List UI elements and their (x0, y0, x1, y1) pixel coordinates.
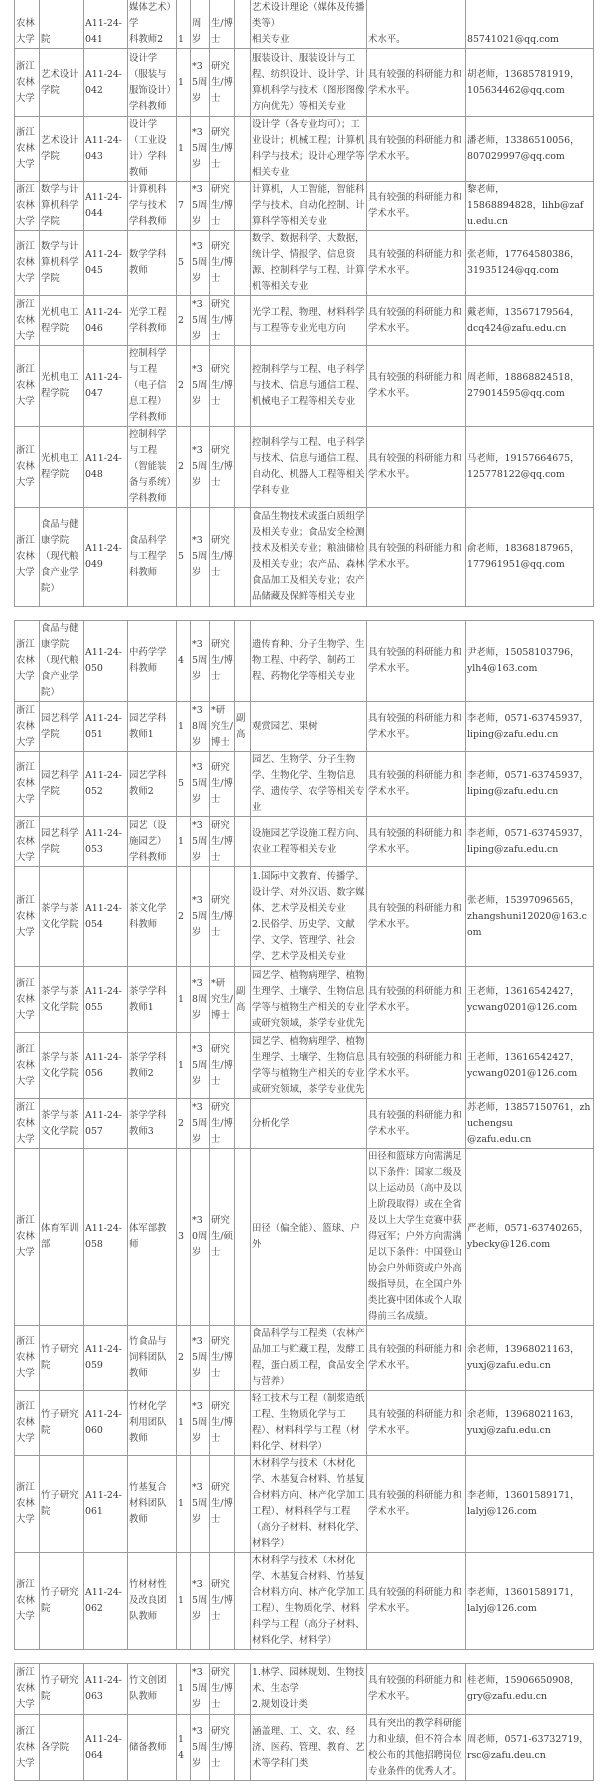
title-cell (235, 1099, 251, 1149)
contact-cell: 余老师，13968021163， yuxj@zafu.edu.cn (466, 1326, 594, 1391)
education-cell: 研究生/博士 (210, 817, 235, 867)
position-code-cell: A11-24-057 (84, 1099, 128, 1149)
position-code-cell: A11-24-051 (84, 702, 128, 752)
position-code-cell: A11-24-061 (84, 1456, 128, 1553)
headcount-cell: 1 (177, 1391, 191, 1456)
age-limit-cell: *35周岁 (191, 1033, 210, 1099)
position-code-cell: A11-24-042 (84, 49, 128, 117)
age-limit-cell: *35周岁 (191, 49, 210, 117)
position-name-cell: 茶文化学科教师 (128, 867, 177, 967)
position-name-cell: 竹材材性及改良团队教师 (128, 1553, 177, 1650)
major-cell: 涵盖理、工、文、农、经济、医药、管理、教育、艺术等学科门类 (251, 1715, 367, 1781)
employer-cell: 浙江农林大学 (15, 752, 40, 817)
college-cell: 数学与计算机科学学院 (40, 231, 84, 296)
position-code-cell: A11-24-044 (84, 182, 128, 231)
requirement-cell: 具有较强的科研能力和学术水平。 (367, 346, 466, 427)
table-row (15, 1664, 594, 1715)
major-cell: 分析化学 (251, 1099, 367, 1149)
college-cell: 茶学与茶文化学院 (40, 1099, 84, 1149)
college-cell: 光机电工程学院 (40, 427, 84, 508)
contact-cell: 俞老师，18368187965， 177961951@qq.com (466, 508, 594, 607)
contact-cell: 王老师，13616542427， ycwang0201@126.com (466, 967, 594, 1033)
employer-cell: 浙江农林大学 (15, 1456, 40, 1553)
college-cell: 体育军训部 (40, 1149, 84, 1326)
education-cell: 研究生/博士 (210, 1326, 235, 1391)
position-code-cell: A11-24-060 (84, 1391, 128, 1456)
position-code-cell: A11-24-063 (84, 1664, 128, 1715)
requirement-cell: 具有较强的科研能力和学术水平。 (367, 752, 466, 817)
position-name-cell: 光学工程学科教师 (128, 296, 177, 346)
headcount-cell: 1 (177, 702, 191, 752)
title-cell: 副高 (235, 702, 251, 752)
headcount-cell: 2 (177, 296, 191, 346)
table-row (15, 1715, 594, 1781)
contact-cell: 黎老师， 15868894828，lihb@zafu.edu.cn (466, 182, 594, 231)
position-code-cell: A11-24-064 (84, 1715, 128, 1781)
education-cell: 研究生/博士 (210, 1391, 235, 1456)
requirement-cell: 具有较强的科研能力和学术水平。 (367, 702, 466, 752)
requirement-cell: 具有较强的科研能力和学术水平。 (367, 621, 466, 702)
position-name-cell: 竹文创团队教师 (128, 1664, 177, 1715)
age-limit-cell: *35周岁 (191, 867, 210, 967)
title-cell (235, 182, 251, 231)
headcount-cell: 5 (177, 508, 191, 607)
age-limit-cell: *35周岁 (191, 1715, 210, 1781)
college-cell: 茶学与茶文化学院 (40, 967, 84, 1033)
title-cell (235, 1033, 251, 1099)
position-name-cell: 计算机科学与技术学科教师 (128, 182, 177, 231)
requirement-cell: 具有突出的教学科研能力和业绩，但不符合本校公布的其他招聘岗位专业条件的优秀人才。 (367, 1715, 466, 1781)
major-cell: 园艺、生物学、分子生物学、生物化学、生物信息学、遗传学、农学等相关专业 (251, 752, 367, 817)
headcount-cell: 1 (177, 1456, 191, 1553)
employer-cell: 浙江农林大学 (15, 117, 40, 182)
title-cell (235, 346, 251, 427)
education-cell: 研究生/硕士 (210, 1149, 235, 1326)
requirement-cell: 具有较强的科研能力和学术水平。 (367, 49, 466, 117)
education-cell: 研究生/博士 (210, 867, 235, 967)
position-name-cell: 茶学学科教师1 (128, 967, 177, 1033)
contact-cell: 尹老师，15058103796， ylh4@163.com (466, 621, 594, 702)
employer-cell: 浙江农林大学 (15, 1664, 40, 1715)
headcount-cell: 1 (177, 49, 191, 117)
employer-cell: 浙江农林大学 (15, 1099, 40, 1149)
requirement-cell: 具有较强的科研能力和学术水平。 (367, 1326, 466, 1391)
table-row (15, 1553, 594, 1650)
position-name-cell: 食品科学与工程学科教师 (128, 508, 177, 607)
headcount-cell: 2 (177, 427, 191, 508)
age-limit-cell: *35周岁 (191, 296, 210, 346)
position-name-cell: 数学学科教师 (128, 231, 177, 296)
headcount-cell: 5 (177, 231, 191, 296)
employer-cell: 浙江农林大学 (15, 1149, 40, 1326)
employer-cell: 浙江农林大学 (15, 1553, 40, 1650)
table-row (15, 346, 594, 427)
major-cell: 数学、数据科学、大数据，统计学、情报学、信息资源、控制科学与工程、计算机等相关专业 (251, 231, 367, 296)
position-name-cell: 中药学学科教师 (128, 621, 177, 702)
age-limit-cell: *35周岁 (191, 752, 210, 817)
education-cell: 研究生/博士 (210, 231, 235, 296)
employer-cell: 浙江农林大学 (15, 1033, 40, 1099)
requirement-cell: 具有较强的科研能力和学术水平。 (367, 1456, 466, 1553)
college-cell: 院 (40, 0, 84, 49)
headcount-cell: 14 (177, 1715, 191, 1781)
employer-cell: 浙江农林大学 (15, 427, 40, 508)
requirement-cell: 具有较强的科研能力和学术水平。 (367, 427, 466, 508)
contact-cell: 王老师，13616542427， ycwang0201@126.com (466, 1033, 594, 1099)
position-name-cell: 茶学学科教师2 (128, 1033, 177, 1099)
contact-cell: 周老师，18868824518， 279014595@qq.com (466, 346, 594, 427)
contact-cell: 李老师，13601589171， lalyj@126.com (466, 1553, 594, 1650)
table-row (15, 1099, 594, 1149)
requirement-cell: 具有较强的科研能力和学术水平。 (367, 182, 466, 231)
education-cell: 研究生/博士 (210, 508, 235, 607)
requirement-cell: 具有较强的科研能力和学术水平。 (367, 867, 466, 967)
position-code-cell: A11-24-059 (84, 1326, 128, 1391)
college-cell: 竹子研究院 (40, 1326, 84, 1391)
requirement-cell: 具有较强的科研能力和学术水平。 (367, 508, 466, 607)
employer-cell: 浙江农林大学 (15, 346, 40, 427)
requirement-cell: 具有较强的科研能力和学术水平。 (367, 1099, 466, 1149)
requirement-cell: 具有较强的科研能力和学术水平。 (367, 231, 466, 296)
position-code-cell: A11-24-053 (84, 817, 128, 867)
major-cell: 轻工技术与工程（制浆造纸工程、生物质化学与工程）、材料科学与工程（材料化学、材料学） (251, 1391, 367, 1456)
age-limit-cell: *35周岁 (191, 817, 210, 867)
major-cell: 计算机，人工智能，智能科学与技术、自动化控制、计算科学等相关专业 (251, 182, 367, 231)
position-code-cell: A11-24-045 (84, 231, 128, 296)
age-limit-cell: *30周岁 (191, 1149, 210, 1326)
position-code-cell: A11-24-056 (84, 1033, 128, 1099)
education-cell: 生/博 士 (210, 0, 235, 49)
education-cell: 研究生/博士 (210, 427, 235, 508)
position-name-cell: 控制科学与工程（智能装备与系统）学科教师 (128, 427, 177, 508)
age-limit-cell: *35周岁 (191, 117, 210, 182)
college-cell: 食品与健康学院（现代粮食产业学院） (40, 621, 84, 702)
position-code-cell: A11-24-046 (84, 296, 128, 346)
position-name-cell: 园艺学科教师1 (128, 702, 177, 752)
position-code-cell: A11-24-041 (84, 0, 128, 49)
contact-cell: 张老师，15397096565， zhangshuni12020@163.com (466, 867, 594, 967)
contact-cell: 李老师，0571-63745937， liping@zafu.edu.cn (466, 817, 594, 867)
table-row (15, 508, 594, 607)
major-cell: 1.林学、园林规划、生物技术、生态学 2.规划设计类 (251, 1664, 367, 1715)
age-limit-cell: *35周岁 (191, 427, 210, 508)
table-row (15, 231, 594, 296)
college-cell: 园艺科学学院 (40, 752, 84, 817)
headcount-cell: 1 (177, 967, 191, 1033)
college-cell: 艺术设计学院 (40, 49, 84, 117)
position-name-cell: 竹食品与饲料团队教师 (128, 1326, 177, 1391)
employer-cell: 浙江农林大学 (15, 621, 40, 702)
job-table-2 (14, 620, 594, 1650)
age-limit-cell: *35周岁 (191, 508, 210, 607)
title-cell (235, 1149, 251, 1326)
age-limit-cell: 周岁 (191, 0, 210, 49)
contact-cell: 85741021@qq.com (466, 0, 594, 49)
major-cell: 控制科学与工程、电子科学与技术、信息与通信工程、自动化、机器人工程等相关学科专业 (251, 427, 367, 508)
major-cell: 控制科学与工程、电子科学与技术、信息与通信工程、机械电子工程等相关专业 (251, 346, 367, 427)
education-cell: *研究生/博士 (210, 702, 235, 752)
title-cell (235, 867, 251, 967)
college-cell: 竹子研究院 (40, 1456, 84, 1553)
title-cell (235, 117, 251, 182)
headcount-cell: 2 (177, 1099, 191, 1149)
title-cell (235, 296, 251, 346)
requirement-cell: 具有较强的科研能力和学术水平。 (367, 1391, 466, 1456)
contact-cell: 周老师，0571-63732719， rsc@zafu.deu.cn (466, 1715, 594, 1781)
age-limit-cell: *35周岁 (191, 1326, 210, 1391)
age-limit-cell: *38周岁 (191, 702, 210, 752)
headcount-cell: 1 (177, 1664, 191, 1715)
contact-cell: 张老师，17764580386， 31935124@qq.com (466, 231, 594, 296)
major-cell: 食品科学与工程类（农林产品加工与贮藏工程，发酵工程，蛋白质工程，食品安全与营养） (251, 1326, 367, 1391)
college-cell: 光机电工程学院 (40, 296, 84, 346)
major-cell: 服装设计、服装设计与工程、纺织设计、设计学、计算机科学与技术（图形图像方向优先）等相关专业 (251, 49, 367, 117)
contact-cell: 李老师，13601589171， lalyj@126.com (466, 1456, 594, 1553)
major-cell: 1.国际中文教育、传播学、设计学、对外汉语、数字媒体、艺术学及相关专业 2.民俗学、历史学、文献学、文学、管理学、社会学、艺术学及相关专业 (251, 867, 367, 967)
contact-cell: 马老师，19157664675， 125778122@qq.com (466, 427, 594, 508)
major-cell: 木材科学与技术（木材化学、木基复合材料、竹基复合材料方向、林产化学加工工程）、材料科学与工程（高分子材料、材料化学、材料学） (251, 1456, 367, 1553)
employer-cell: 浙江农林大学 (15, 182, 40, 231)
college-cell: 竹子研究院 (40, 1664, 84, 1715)
headcount-cell: 1 (177, 1553, 191, 1650)
table-row (15, 296, 594, 346)
table-row (15, 427, 594, 508)
education-cell: 研究生/博士 (210, 346, 235, 427)
employer-cell: 浙江农林大学 (15, 296, 40, 346)
contact-cell: 严老师，0571-63740265， ybecky@126.com (466, 1149, 594, 1326)
title-cell (235, 752, 251, 817)
headcount-cell: 2 (177, 867, 191, 967)
title-cell (235, 1456, 251, 1553)
title-cell (235, 1664, 251, 1715)
major-cell: 木材科学与技术（木材化学、木基复合材料、竹基复合材料方向、林产化学加工工程）、生物质化学、材料科学与工程（高分子材料、材料化学、材料学） (251, 1553, 367, 1650)
age-limit-cell: *35周岁 (191, 1391, 210, 1456)
position-name-cell: 控制科学与工程（电子信息工程）学科教师 (128, 346, 177, 427)
table-row (15, 967, 594, 1033)
age-limit-cell: *35周岁 (191, 621, 210, 702)
employer-cell: 浙江农林大学 (15, 231, 40, 296)
age-limit-cell: *38周岁 (191, 967, 210, 1033)
age-limit-cell: *35周岁 (191, 1664, 210, 1715)
education-cell: 研究生/博士 (210, 117, 235, 182)
table-row (15, 117, 594, 182)
college-cell: 茶学与茶文化学院 (40, 1033, 84, 1099)
position-code-cell: A11-24-054 (84, 867, 128, 967)
college-cell: 茶学与茶文化学院 (40, 867, 84, 967)
table-row (15, 817, 594, 867)
title-cell (235, 1553, 251, 1650)
title-cell (235, 621, 251, 702)
requirement-cell: 术水平。 (367, 0, 466, 49)
position-code-cell: A11-24-043 (84, 117, 128, 182)
headcount-cell: 1 (177, 117, 191, 182)
contact-cell: 李老师，0571-63745937， liping@zafu.edu.cn (466, 702, 594, 752)
title-cell (235, 508, 251, 607)
age-limit-cell: *35周岁 (191, 346, 210, 427)
employer-cell: 浙江农林大学 (15, 967, 40, 1033)
title-cell (235, 1326, 251, 1391)
headcount-cell: 1 (177, 0, 191, 49)
major-cell: 设施园艺学设施工程方向、农业工程等相关专业 (251, 817, 367, 867)
position-code-cell: A11-24-062 (84, 1553, 128, 1650)
requirement-cell: 具有较强的科研能力和学术水平。 (367, 296, 466, 346)
title-cell (235, 231, 251, 296)
college-cell: 艺术设计学院 (40, 117, 84, 182)
headcount-cell: 7 (177, 182, 191, 231)
contact-cell: 桂老师，15906650908， gry@zafu.edu.cn (466, 1664, 594, 1715)
requirement-cell: 具有较强的科研能力和学术水平。 (367, 1033, 466, 1099)
college-cell: 竹子研究院 (40, 1553, 84, 1650)
position-name-cell: 园艺（设施园艺）学科教师 (128, 817, 177, 867)
requirement-cell: 田径和篮球方向需满足以下条件：国家二级及以上运动员（高中及以上阶段取得）或在全省及以上大学生竞赛中获得冠军；户外方向需满足以下条件：中国登山协会户外师资或户外高级指导员，在全国户外类比赛中团体或个人取得前三名成绩。 (367, 1149, 466, 1326)
table-row (15, 1149, 594, 1326)
requirement-cell: 具有较强的科研能力和学术水平。 (367, 967, 466, 1033)
headcount-cell: 2 (177, 1326, 191, 1391)
position-code-cell: A11-24-050 (84, 621, 128, 702)
employer-cell: 浙江农林大学 (15, 702, 40, 752)
requirement-cell: 具有较强的科研能力和学术水平。 (367, 1664, 466, 1715)
title-cell (235, 49, 251, 117)
education-cell: 研究生/博士 (210, 1553, 235, 1650)
education-cell: 研究生/博士 (210, 1664, 235, 1715)
position-code-cell: A11-24-052 (84, 752, 128, 817)
table-row (15, 867, 594, 967)
college-cell: 光机电工程学院 (40, 346, 84, 427)
job-table-1 (14, 0, 594, 607)
headcount-cell: 2 (177, 346, 191, 427)
requirement-cell: 具有较强的科研能力和学术水平。 (367, 1553, 466, 1650)
title-cell (235, 1715, 251, 1781)
title-cell (235, 427, 251, 508)
table-row (15, 182, 594, 231)
position-name-cell: 体军部教师 (128, 1149, 177, 1326)
age-limit-cell: *35周岁 (191, 1099, 210, 1149)
age-limit-cell: *35周岁 (191, 231, 210, 296)
headcount-cell: 4 (177, 621, 191, 702)
education-cell: *研究生/博士 (210, 967, 235, 1033)
college-cell: 食品与健康学院（现代粮食产业学院） (40, 508, 84, 607)
table-row (15, 1326, 594, 1391)
major-cell: 遗传育种、分子生物学、生物工程、中药学、制药工程、药物化学等相关专业 (251, 621, 367, 702)
job-table-3 (14, 1663, 594, 1781)
contact-cell: 潘老师，13386510056， 807029997@qq.com (466, 117, 594, 182)
employer-cell: 浙江农林大学 (15, 49, 40, 117)
position-code-cell: A11-24-048 (84, 427, 128, 508)
table-row (15, 49, 594, 117)
major-cell: 食品生物技术或蛋白质组学及相关专业；食品安全检测技术及相关专业；粮油储检及相关专业；农产品、森林食品加工及相关专业；农产品储藏及保鲜等相关专业 (251, 508, 367, 607)
table-row (15, 752, 594, 817)
age-limit-cell: *35周岁 (191, 1553, 210, 1650)
college-cell: 园艺科学学院 (40, 702, 84, 752)
requirement-cell: 具有较强的科研能力和学术水平。 (367, 817, 466, 867)
major-cell: 田径（偏全能）、篮球、户外 (251, 1149, 367, 1326)
table-row (15, 1456, 594, 1553)
position-code-cell: A11-24-055 (84, 967, 128, 1033)
education-cell: 研究生/博士 (210, 182, 235, 231)
college-cell: 数学与计算机科学学院 (40, 182, 84, 231)
table-row (15, 621, 594, 702)
education-cell: 研究生/博士 (210, 1033, 235, 1099)
table-row (15, 1391, 594, 1456)
education-cell: 研究生/博士 (210, 1456, 235, 1553)
table-row-partial (15, 0, 594, 49)
age-limit-cell: *35周岁 (191, 1456, 210, 1553)
title-cell (235, 817, 251, 867)
table-row (15, 1033, 594, 1099)
headcount-cell: 5 (177, 752, 191, 817)
table-row (15, 702, 594, 752)
position-code-cell: A11-24-049 (84, 508, 128, 607)
major-cell: 艺术设计理论（媒体及传播类等） 相关专业 (251, 0, 367, 49)
college-cell: 各学院 (40, 1715, 84, 1781)
requirement-cell: 具有较强的科研能力和学术水平。 (367, 117, 466, 182)
major-cell: 设计学（各专业均可）；工业设计；机械工程；计算机科学与技术；设计心理学等相关专业 (251, 117, 367, 182)
contact-cell: 胡老师，13685781919， 105634462@qq.com (466, 49, 594, 117)
contact-cell: 李老师，0571-63745937， liping@zafu.edu.cn (466, 752, 594, 817)
position-name-cell: 设计学（工业设计）学科教师 (128, 117, 177, 182)
contact-cell: 苏老师，13857150761，zhuchengsu @zafu.edu.cn (466, 1099, 594, 1149)
position-name-cell: 竹基复合材料团队教师 (128, 1456, 177, 1553)
employer-cell: 农林 大学 (15, 0, 40, 49)
education-cell: 研究生/博士 (210, 1099, 235, 1149)
employer-cell: 浙江农林大学 (15, 1715, 40, 1781)
employer-cell: 浙江农林大学 (15, 1391, 40, 1456)
education-cell: 研究生/博士 (210, 1715, 235, 1781)
education-cell: 研究生/博士 (210, 752, 235, 817)
employer-cell: 浙江农林大学 (15, 1326, 40, 1391)
employer-cell: 浙江农林大学 (15, 817, 40, 867)
age-limit-cell: *35周岁 (191, 182, 210, 231)
position-name-cell: 储备教师 (128, 1715, 177, 1781)
college-cell: 竹子研究院 (40, 1391, 84, 1456)
contact-cell: 戴老师，13567179564， dcq424@zafu.edu.cn (466, 296, 594, 346)
headcount-cell: 3 (177, 1149, 191, 1326)
employer-cell: 浙江农林大学 (15, 508, 40, 607)
education-cell: 研究生/博士 (210, 49, 235, 117)
position-name-cell: 媒体艺术）学 科教师2 (128, 0, 177, 49)
education-cell: 研究生/博士 (210, 621, 235, 702)
position-code-cell: A11-24-058 (84, 1149, 128, 1326)
major-cell: 光学工程、物理、材料科学与工程等专业光电方向 (251, 296, 367, 346)
major-cell: 园艺学、植物病理学、植物生理学、土壤学、生物信息学等与植物生产相关的专业或研究领域，茶学专业优先 (251, 1033, 367, 1099)
position-name-cell: 园艺学科教师2 (128, 752, 177, 817)
college-cell: 园艺科学学院 (40, 817, 84, 867)
position-name-cell: 茶学学科教师3 (128, 1099, 177, 1149)
headcount-cell: 1 (177, 1033, 191, 1099)
headcount-cell: 1 (177, 817, 191, 867)
title-cell (235, 0, 251, 49)
title-cell: 副高 (235, 967, 251, 1033)
employer-cell: 浙江农林大学 (15, 867, 40, 967)
position-name-cell: 竹材化学利用团队教师 (128, 1391, 177, 1456)
major-cell: 园艺学、植物病理学、植物生理学、土壤学、生物信息学等与植物生产相关的专业或研究领域，茶学专业优先 (251, 967, 367, 1033)
education-cell: 研究生/博士 (210, 296, 235, 346)
position-code-cell: A11-24-047 (84, 346, 128, 427)
title-cell (235, 1391, 251, 1456)
position-name-cell: 设计学（服装与服饰设计）学科教师 (128, 49, 177, 117)
major-cell: 观赏园艺、果树 (251, 702, 367, 752)
contact-cell: 余老师，13968021163， yuxj@zafu.edu.cn (466, 1391, 594, 1456)
